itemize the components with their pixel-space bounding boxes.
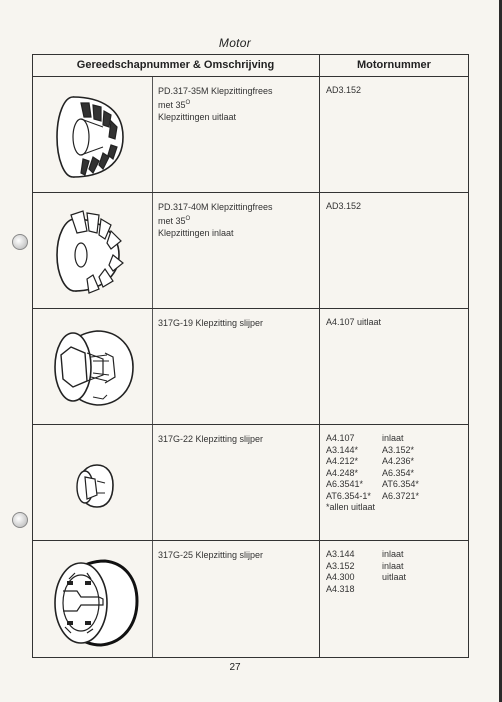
valve-seat-cutter-icon: [41, 87, 145, 183]
valve-seat-grinder-icon: [41, 317, 145, 417]
engine-note: [382, 584, 442, 596]
table-row: [33, 193, 468, 309]
engine-note: uitlaat: [382, 572, 407, 582]
tool-purpose: Klepzittingen inlaat: [158, 228, 234, 238]
engine-numbers: [326, 549, 466, 595]
table-row: [33, 77, 468, 193]
engine-footnote: *allen uitlaat: [326, 502, 376, 512]
engine-number: A4.236*: [382, 456, 415, 466]
tool-angle: met $35^O$: [158, 100, 191, 110]
tool-code-name: PD.317-40M Klepzittingfrees: [158, 202, 273, 212]
engine-note: inlaat: [382, 433, 404, 443]
tool-description: [158, 549, 316, 561]
page-number: 27: [229, 662, 241, 673]
engine-number: A6.354*: [382, 467, 415, 478]
page-title: Motor: [218, 36, 252, 50]
table-row: [33, 425, 468, 541]
tool-purpose: Klepzittingen uitlaat: [158, 112, 237, 122]
engine-number: AT6.354*: [382, 479, 419, 489]
tool-description: [158, 85, 316, 123]
tool-code-name: 317G-19 Klepzitting slijper: [158, 318, 264, 328]
engine-number: A4.318: [326, 583, 355, 594]
tool-code-name: 317G-25 Klepzitting slijper: [158, 550, 264, 560]
engine-number: A4.248*: [326, 467, 359, 478]
header-engine-number: Motornummer: [357, 59, 431, 71]
tool-description: [158, 201, 316, 239]
engine-number: AD3.152: [326, 201, 362, 211]
engine-number: A3.144*: [326, 444, 359, 455]
engine-number: A4.107: [326, 433, 355, 443]
engine-note: inlaat: [382, 560, 404, 571]
engine-number-grid: [326, 433, 466, 502]
tool-code-name: 317G-22 Klepzitting slijper: [158, 434, 264, 444]
valve-seat-cutter-icon: [41, 203, 145, 299]
engine-number: A4.212*: [326, 456, 359, 466]
engine-numbers: [326, 433, 466, 514]
engine-number: A3.152*: [382, 444, 415, 455]
engine-number: A4.300: [326, 572, 355, 582]
punch-hole: [12, 234, 28, 250]
engine-number: A3.144: [326, 549, 355, 559]
engine-number-grid: [326, 549, 466, 595]
header-tool-description: Gereedschapnummer & Omschrijving: [76, 59, 275, 71]
tools-table: [32, 54, 469, 658]
tool-code-name: PD.317-35M Klepzittingfrees: [158, 86, 273, 96]
engine-numbers: [326, 85, 466, 97]
punch-hole: [12, 512, 28, 528]
engine-number: AT6.354-1*: [326, 490, 371, 501]
engine-number: AD3.152: [326, 85, 362, 95]
tool-description: [158, 433, 316, 445]
engine-number: A4.107 uitlaat: [326, 317, 382, 327]
engine-number: A3.152: [326, 560, 355, 571]
engine-numbers: [326, 201, 466, 213]
table-row: [33, 541, 468, 658]
engine-numbers: [326, 317, 466, 329]
table-header: [33, 55, 468, 77]
valve-seat-grinder-large-icon: [41, 551, 145, 653]
table-row: [33, 309, 468, 425]
valve-seat-grinder-small-icon: [41, 445, 145, 525]
engine-number: A6.3721*: [382, 490, 420, 501]
engine-note: inlaat: [382, 549, 404, 559]
tool-angle: met $35^O$: [158, 216, 191, 226]
engine-number: A6.3541*: [326, 479, 364, 489]
tool-description: [158, 317, 316, 329]
